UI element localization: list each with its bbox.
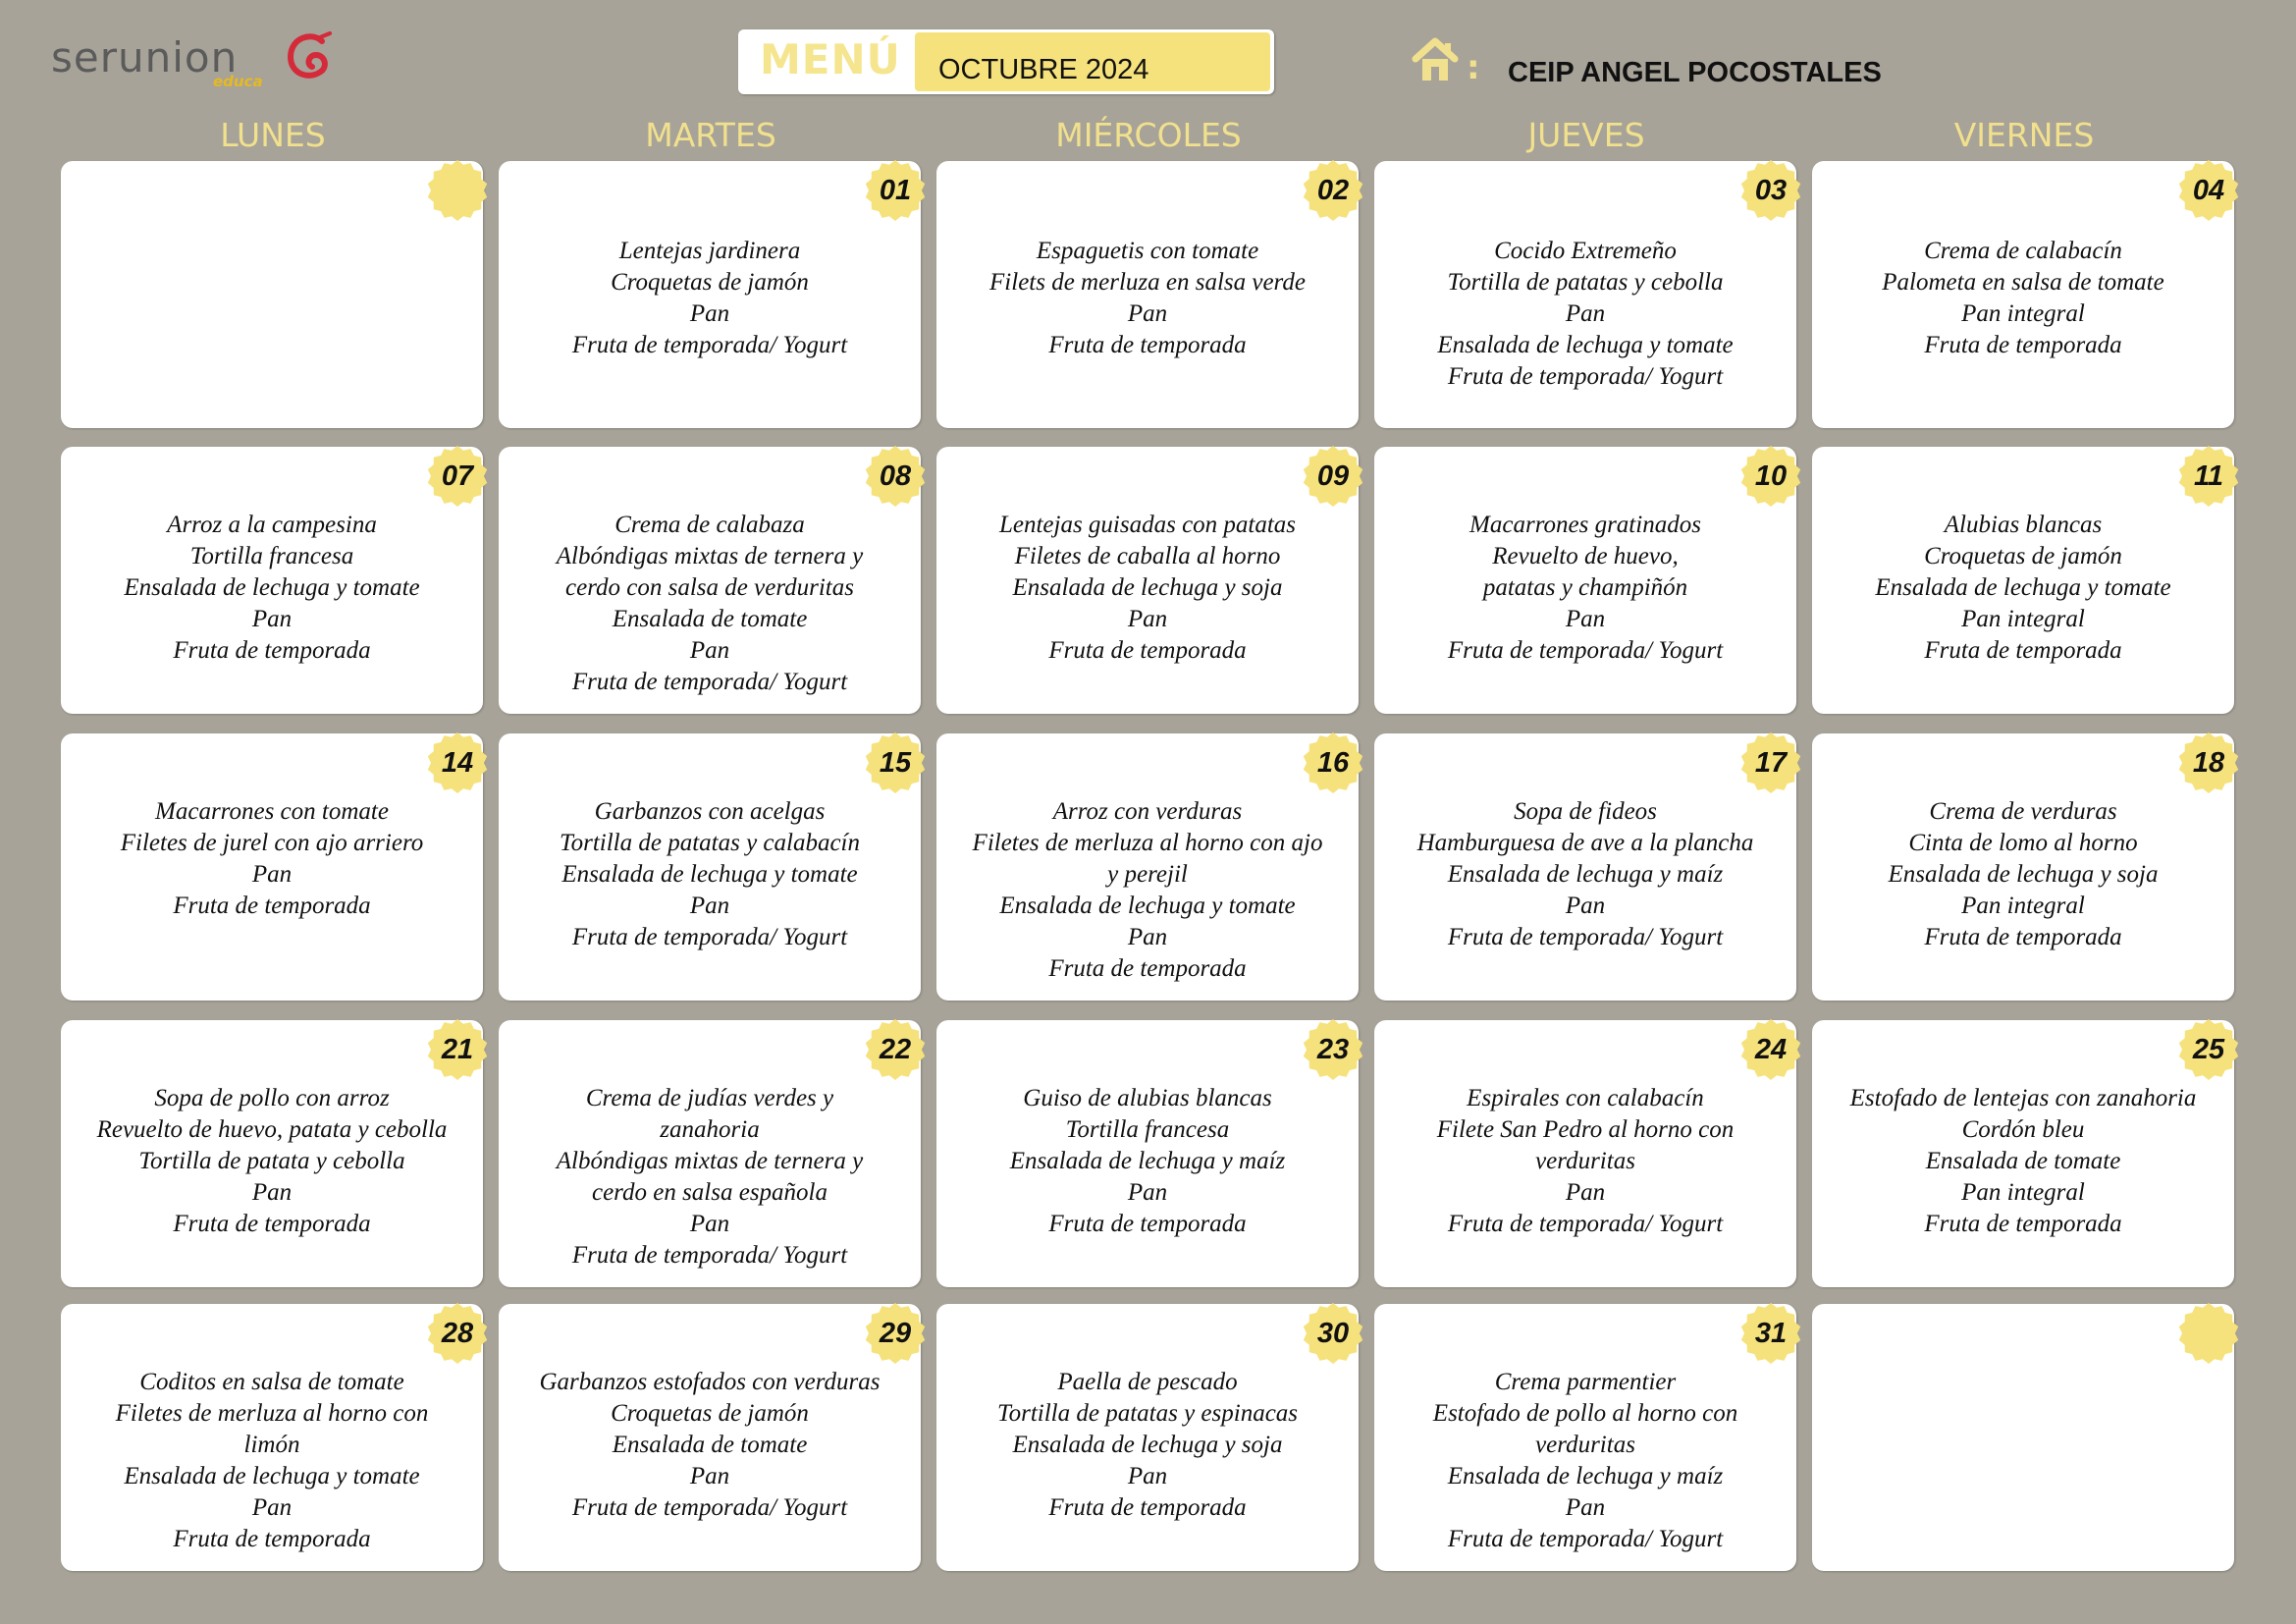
dish-item: Pan bbox=[1127, 606, 1168, 632]
dish-item: Paella de pescado bbox=[1057, 1369, 1238, 1395]
dish-item: zanahoria bbox=[660, 1116, 760, 1143]
dish-item: verduritas bbox=[1535, 1432, 1635, 1458]
dish-item: Ensalada de lechuga y tomate bbox=[1437, 332, 1734, 358]
dish-item: Filetes de caballa al horno bbox=[1014, 543, 1281, 569]
dish-item: Crema parmentier bbox=[1494, 1369, 1677, 1395]
school-name: CEIP ANGEL POCOSTALES bbox=[1508, 57, 1882, 88]
dish-item: Croquetas de jamón bbox=[611, 269, 809, 296]
dish-item: Pan bbox=[1565, 606, 1606, 632]
day-cell bbox=[61, 161, 483, 428]
day-number-badge bbox=[2177, 731, 2240, 794]
day-number: 15 bbox=[879, 747, 912, 779]
day-number-badge bbox=[864, 159, 927, 222]
dish-item: Ensalada de lechuga y soja bbox=[1012, 1432, 1283, 1458]
home-icon bbox=[1410, 35, 1480, 86]
dish-item: Pan bbox=[1565, 1179, 1606, 1206]
dish-item: verduritas bbox=[1535, 1148, 1635, 1174]
dish-item: Tortilla de patatas y cebolla bbox=[1447, 269, 1724, 296]
dish-item: Crema de judías verdes y bbox=[585, 1085, 834, 1111]
day-number: 21 bbox=[441, 1034, 474, 1065]
brand-sub: educa bbox=[213, 73, 263, 90]
dish-item: Revuelto de huevo, patata y cebolla bbox=[96, 1116, 448, 1143]
dish-item: Pan bbox=[689, 300, 730, 327]
day-number: 11 bbox=[2193, 460, 2224, 492]
dish-item: Pan bbox=[251, 1179, 293, 1206]
day-cell bbox=[499, 1304, 921, 1571]
day-number: 29 bbox=[879, 1318, 912, 1349]
day-cell bbox=[1812, 733, 2234, 1001]
dish-item: Pan bbox=[1127, 1463, 1168, 1489]
dish-list bbox=[61, 796, 483, 922]
day-cell bbox=[61, 1020, 483, 1287]
dish-item: Fruta de temporada bbox=[173, 1211, 371, 1237]
day-cell bbox=[936, 733, 1359, 1001]
dish-item: Ensalada de lechuga y soja bbox=[1012, 574, 1283, 601]
day-number-badge bbox=[426, 159, 489, 222]
day-cell bbox=[1374, 1304, 1796, 1571]
dish-item: Ensalada de lechuga y maíz bbox=[1009, 1148, 1286, 1174]
day-number-badge bbox=[2177, 159, 2240, 222]
dish-item: Garbanzos estofados con verduras bbox=[539, 1369, 881, 1395]
dish-item: Pan bbox=[251, 1494, 293, 1521]
dish-item: Fruta de temporada bbox=[173, 893, 371, 919]
day-cell bbox=[1812, 447, 2234, 714]
month-box bbox=[915, 32, 1270, 91]
dish-item: Croquetas de jamón bbox=[611, 1400, 809, 1427]
dish-item: Fruta de temporada bbox=[1924, 637, 2122, 664]
dish-item: Pan bbox=[689, 1211, 730, 1237]
day-number: 30 bbox=[1316, 1318, 1350, 1349]
dish-list bbox=[61, 510, 483, 667]
menu-label: MENÚ bbox=[760, 35, 901, 83]
day-cell bbox=[1374, 447, 1796, 714]
dish-item: Ensalada de lechuga y tomate bbox=[561, 861, 858, 888]
day-cell bbox=[936, 1304, 1359, 1571]
dish-item: Ensalada de tomate bbox=[612, 1432, 808, 1458]
day-number-badge bbox=[1739, 1302, 1802, 1365]
home-separator: : bbox=[1467, 48, 1480, 86]
dish-item: limón bbox=[243, 1432, 300, 1458]
dish-item: Filets de merluza en salsa verde bbox=[989, 269, 1306, 296]
day-number: 22 bbox=[879, 1034, 912, 1065]
dish-item: cerdo con salsa de verduritas bbox=[565, 574, 854, 601]
dish-item: Fruta de temporada/ Yogurt bbox=[1447, 363, 1724, 390]
dish-list bbox=[1374, 236, 1796, 393]
dish-list bbox=[1374, 1083, 1796, 1240]
dish-item: Pan integral bbox=[1961, 893, 2085, 919]
day-cell bbox=[61, 1304, 483, 1571]
dish-item: Pan bbox=[1127, 300, 1168, 327]
dish-item: patatas y champiñón bbox=[1482, 574, 1688, 601]
day-cell bbox=[499, 447, 921, 714]
day-number-badge bbox=[426, 1018, 489, 1081]
dish-item: Pan integral bbox=[1961, 1179, 2085, 1206]
dish-list bbox=[1812, 236, 2234, 361]
brand-swirl-icon bbox=[285, 31, 334, 86]
day-number-badge bbox=[864, 731, 927, 794]
dish-item: Pan bbox=[689, 1463, 730, 1489]
header-tuesday: MARTES bbox=[645, 116, 776, 154]
dish-item: Estofado de lentejas con zanahoria bbox=[1849, 1085, 2197, 1111]
dish-item: cerdo en salsa española bbox=[591, 1179, 828, 1206]
dish-list bbox=[1374, 510, 1796, 667]
dish-list bbox=[936, 796, 1359, 985]
day-cell bbox=[61, 447, 483, 714]
day-number-badge bbox=[426, 445, 489, 508]
day-number-badge bbox=[2177, 1018, 2240, 1081]
day-number-badge bbox=[426, 1302, 489, 1365]
day-number-badge bbox=[864, 1018, 927, 1081]
header-thursday: JUEVES bbox=[1527, 116, 1645, 154]
dish-item: Lentejas guisadas con patatas bbox=[998, 512, 1297, 538]
dish-item: Albóndigas mixtas de ternera y bbox=[556, 543, 864, 569]
dish-item: Pan bbox=[1565, 893, 1606, 919]
day-number-badge bbox=[1302, 731, 1364, 794]
month-label: OCTUBRE 2024 bbox=[938, 54, 1149, 85]
day-number-badge bbox=[426, 731, 489, 794]
day-cell bbox=[1812, 1020, 2234, 1287]
day-cell bbox=[1812, 161, 2234, 428]
dish-item: Macarrones gratinados bbox=[1469, 512, 1701, 538]
dish-item: Fruta de temporada/ Yogurt bbox=[571, 332, 848, 358]
dish-item: Tortilla de patatas y calabacín bbox=[559, 830, 861, 856]
dish-item: Sopa de fideos bbox=[1514, 798, 1657, 825]
dish-item: Fruta de temporada/ Yogurt bbox=[1447, 1526, 1724, 1552]
day-cell bbox=[499, 1020, 921, 1287]
dish-item: Garbanzos con acelgas bbox=[594, 798, 826, 825]
dish-item: Fruta de temporada/ Yogurt bbox=[1447, 924, 1724, 950]
day-number: 09 bbox=[1316, 460, 1350, 492]
day-number-badge bbox=[1302, 1018, 1364, 1081]
dish-list bbox=[499, 1083, 921, 1272]
dish-item: Pan bbox=[1127, 924, 1168, 950]
dish-item: Tortilla francesa bbox=[1065, 1116, 1230, 1143]
dish-item: Filetes de merluza al horno con ajo bbox=[972, 830, 1323, 856]
dish-item: Ensalada de tomate bbox=[612, 606, 808, 632]
dish-item: Guiso de alubias blancas bbox=[1023, 1085, 1272, 1111]
dish-item: Fruta de temporada/ Yogurt bbox=[1447, 637, 1724, 664]
dish-item: Arroz a la campesina bbox=[167, 512, 377, 538]
dish-item: Alubias blancas bbox=[1944, 512, 2103, 538]
serunion-logo bbox=[51, 29, 336, 98]
dish-item: Fruta de temporada/ Yogurt bbox=[571, 924, 848, 950]
dish-item: Ensalada de lechuga y tomate bbox=[999, 893, 1296, 919]
day-number-badge bbox=[1302, 159, 1364, 222]
dish-item: Fruta de temporada bbox=[1924, 1211, 2122, 1237]
dish-item: Crema de verduras bbox=[1929, 798, 2117, 825]
dish-item: Pan bbox=[689, 637, 730, 664]
dish-item: Fruta de temporada bbox=[1924, 332, 2122, 358]
dish-item: Tortilla francesa bbox=[189, 543, 354, 569]
day-cell bbox=[1374, 733, 1796, 1001]
dish-item: Pan integral bbox=[1961, 606, 2085, 632]
sun-badge-icon bbox=[2177, 1302, 2240, 1365]
day-number-badge bbox=[2177, 1302, 2240, 1365]
dish-item: Filetes de jurel con ajo arriero bbox=[120, 830, 424, 856]
dish-item: Fruta de temporada bbox=[173, 637, 371, 664]
dish-item: Fruta de temporada bbox=[1048, 637, 1247, 664]
day-number: 04 bbox=[2192, 175, 2225, 206]
dish-list bbox=[61, 1367, 483, 1555]
dish-list bbox=[1812, 510, 2234, 667]
dish-list bbox=[1812, 1083, 2234, 1240]
dish-item: Pan bbox=[1565, 300, 1606, 327]
dish-item: Crema de calabacín bbox=[1924, 238, 2122, 264]
dish-item: Fruta de temporada bbox=[173, 1526, 371, 1552]
day-number: 08 bbox=[879, 460, 912, 492]
dish-item: Fruta de temporada bbox=[1048, 1211, 1247, 1237]
day-number: 17 bbox=[1754, 747, 1788, 779]
day-number-badge bbox=[864, 445, 927, 508]
day-cell bbox=[936, 161, 1359, 428]
dish-item: Estofado de pollo al horno con bbox=[1432, 1400, 1738, 1427]
dish-item: Palometa en salsa de tomate bbox=[1882, 269, 2164, 296]
dish-item: Fruta de temporada bbox=[1048, 955, 1247, 982]
dish-list bbox=[499, 236, 921, 361]
day-number: 01 bbox=[879, 175, 912, 206]
day-number-badge bbox=[1739, 731, 1802, 794]
dish-item: Hamburguesa de ave a la plancha bbox=[1416, 830, 1754, 856]
dish-item: Filete San Pedro al horno con bbox=[1436, 1116, 1735, 1143]
header-friday: VIERNES bbox=[1953, 116, 2095, 154]
dish-list bbox=[936, 236, 1359, 361]
dish-item: Cinta de lomo al horno bbox=[1908, 830, 2138, 856]
dish-item: Fruta de temporada bbox=[1048, 332, 1247, 358]
day-cell bbox=[499, 161, 921, 428]
dish-item: Fruta de temporada/ Yogurt bbox=[571, 1242, 848, 1269]
day-cell bbox=[499, 733, 921, 1001]
sun-badge-icon bbox=[426, 159, 489, 222]
day-number: 28 bbox=[441, 1318, 474, 1349]
dish-item: Fruta de temporada bbox=[1048, 1494, 1247, 1521]
day-number: 31 bbox=[1754, 1318, 1788, 1349]
dish-item: Fruta de temporada/ Yogurt bbox=[571, 669, 848, 695]
dish-item: Arroz con verduras bbox=[1052, 798, 1243, 825]
day-cell bbox=[1812, 1304, 2234, 1571]
dish-list bbox=[1374, 1367, 1796, 1555]
day-number-badge bbox=[1739, 159, 1802, 222]
dish-item: Crema de calabaza bbox=[614, 512, 805, 538]
dish-item: Cocido Extremeño bbox=[1494, 238, 1677, 264]
day-number-badge bbox=[1739, 1018, 1802, 1081]
day-number-badge bbox=[2177, 445, 2240, 508]
day-number-badge bbox=[864, 1302, 927, 1365]
dish-list bbox=[61, 1083, 483, 1240]
dish-item: Fruta de temporada bbox=[1924, 924, 2122, 950]
dish-list bbox=[499, 796, 921, 953]
dish-item: Macarrones con tomate bbox=[155, 798, 389, 825]
day-cell bbox=[1374, 161, 1796, 428]
dish-item: Croquetas de jamón bbox=[1924, 543, 2122, 569]
dish-item: Ensalada de lechuga y maíz bbox=[1447, 861, 1724, 888]
dish-item: Tortilla de patata y cebolla bbox=[138, 1148, 405, 1174]
day-number: 18 bbox=[2192, 747, 2225, 779]
day-number: 24 bbox=[1754, 1034, 1788, 1065]
dish-item: Espirales con calabacín bbox=[1467, 1085, 1704, 1111]
dish-list bbox=[936, 1083, 1359, 1240]
dish-list bbox=[1812, 796, 2234, 953]
dish-item: Ensalada de lechuga y tomate bbox=[124, 574, 420, 601]
day-cell bbox=[1374, 1020, 1796, 1287]
dish-list bbox=[936, 510, 1359, 667]
day-number: 03 bbox=[1754, 175, 1788, 206]
dish-item: Ensalada de tomate bbox=[1925, 1148, 2121, 1174]
dish-item: Pan bbox=[251, 606, 293, 632]
header-monday: LUNES bbox=[220, 116, 326, 154]
menu-title-box bbox=[738, 29, 1274, 94]
dish-item: Pan bbox=[1127, 1179, 1168, 1206]
day-number-badge bbox=[1302, 445, 1364, 508]
dish-item: Filetes de merluza al horno con bbox=[115, 1400, 429, 1427]
dish-item: Ensalada de lechuga y tomate bbox=[1875, 574, 2171, 601]
dish-item: Pan bbox=[1565, 1494, 1606, 1521]
day-cell bbox=[936, 1020, 1359, 1287]
day-cell bbox=[936, 447, 1359, 714]
dish-item: Pan bbox=[251, 861, 293, 888]
header-wednesday: MIÉRCOLES bbox=[1055, 116, 1242, 154]
day-cell bbox=[61, 733, 483, 1001]
dish-item: Albóndigas mixtas de ternera y bbox=[556, 1148, 864, 1174]
dish-item: Fruta de temporada/ Yogurt bbox=[1447, 1211, 1724, 1237]
dish-item: Ensalada de lechuga y soja bbox=[1888, 861, 2159, 888]
dish-item: Tortilla de patatas y espinacas bbox=[996, 1400, 1299, 1427]
dish-item: Sopa de pollo con arroz bbox=[154, 1085, 390, 1111]
day-number: 02 bbox=[1316, 175, 1350, 206]
dish-list bbox=[499, 1367, 921, 1524]
dish-item: Ensalada de lechuga y tomate bbox=[124, 1463, 420, 1489]
brand-name: serunion bbox=[51, 33, 239, 81]
day-number: 07 bbox=[441, 460, 474, 492]
dish-item: Espaguetis con tomate bbox=[1036, 238, 1259, 264]
day-number-badge bbox=[1302, 1302, 1364, 1365]
day-number: 14 bbox=[441, 747, 474, 779]
day-number: 23 bbox=[1316, 1034, 1350, 1065]
dish-item: Lentejas jardinera bbox=[618, 238, 801, 264]
dish-list bbox=[499, 510, 921, 698]
day-number-badge bbox=[1739, 445, 1802, 508]
dish-item: y perejil bbox=[1107, 861, 1188, 888]
dish-item: Ensalada de lechuga y maíz bbox=[1447, 1463, 1724, 1489]
dish-item: Coditos en salsa de tomate bbox=[139, 1369, 404, 1395]
dish-item: Fruta de temporada/ Yogurt bbox=[571, 1494, 848, 1521]
dish-item: Revuelto de huevo, bbox=[1492, 543, 1679, 569]
dish-item: Cordón bleu bbox=[1961, 1116, 2085, 1143]
dish-list bbox=[1374, 796, 1796, 953]
day-number: 10 bbox=[1754, 460, 1788, 492]
dish-item: Pan integral bbox=[1961, 300, 2085, 327]
dish-list bbox=[936, 1367, 1359, 1524]
day-number: 16 bbox=[1316, 747, 1350, 779]
day-number: 25 bbox=[2192, 1034, 2225, 1065]
dish-item: Pan bbox=[689, 893, 730, 919]
